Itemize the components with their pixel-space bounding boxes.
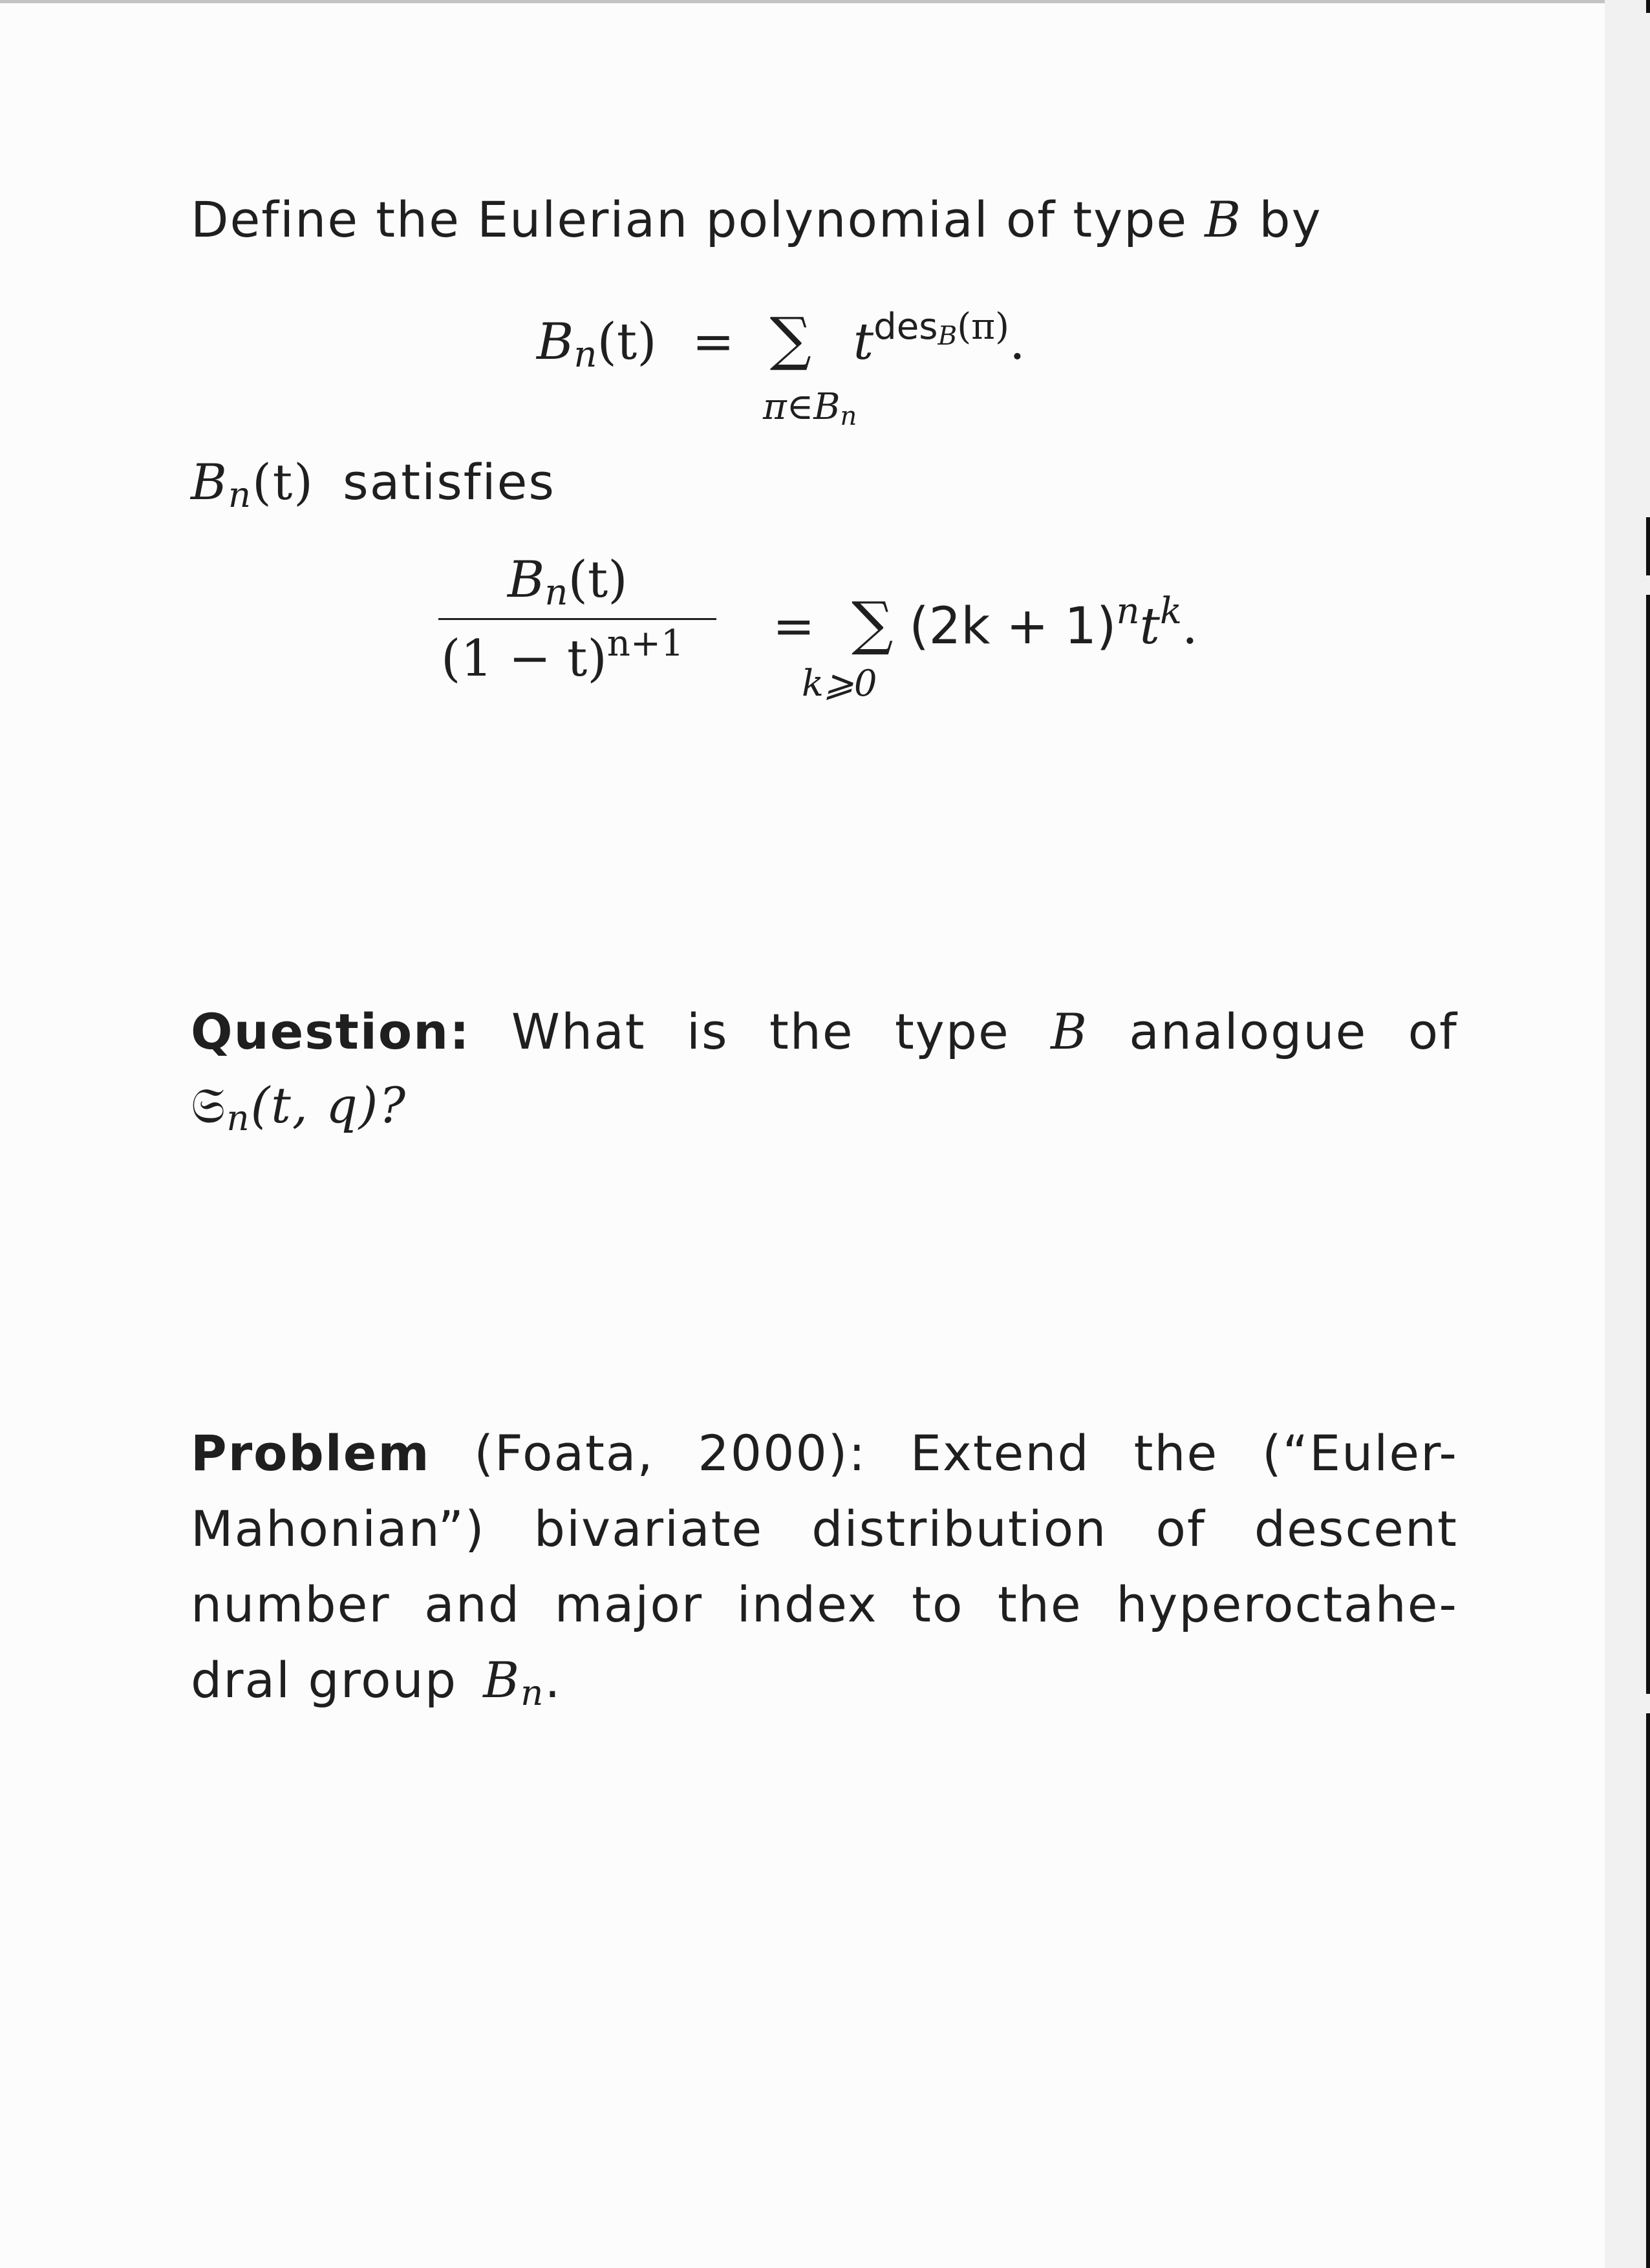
eq2-t-exp: k xyxy=(1159,590,1182,633)
eq2-sum-sign: ∑ xyxy=(852,590,894,658)
eq2-num-arg: (t) xyxy=(568,551,628,609)
question-word: the xyxy=(769,1003,854,1060)
eq2-equals: = xyxy=(773,597,815,656)
eq1-equals: = xyxy=(692,313,734,371)
question-symbol-arg: (t, q)? xyxy=(250,1076,407,1134)
problem-word: distribution xyxy=(811,1500,1108,1557)
eq1-term: t xyxy=(853,313,874,371)
problem-line-4 xyxy=(191,1651,1484,1714)
eq1-lhs-arg: (t) xyxy=(597,313,657,371)
question-word: B xyxy=(1051,1003,1088,1060)
problem-line-3 xyxy=(191,1576,1458,1633)
question-word: of xyxy=(1408,1003,1458,1060)
question-word: is xyxy=(686,1003,729,1060)
eq2-num-sub: n xyxy=(544,572,568,614)
eq2-summation-index xyxy=(802,663,877,705)
satisfies-sub: n xyxy=(228,474,253,516)
satisfies-arg: (t) xyxy=(252,453,314,511)
eq1-under: π∈B xyxy=(763,386,841,428)
problem-word: (“Euler- xyxy=(1262,1424,1458,1482)
problem-word: Mahonian”) xyxy=(191,1500,486,1557)
eq2-rhs xyxy=(773,590,1198,658)
eq2-under: k⩾0 xyxy=(802,663,877,705)
problem-word: the xyxy=(1133,1424,1219,1482)
eq2-fraction-bar xyxy=(438,618,716,620)
intro-tail: by xyxy=(1259,191,1322,248)
eq2-numerator xyxy=(508,551,628,614)
eq1-lhs-base: B xyxy=(537,313,574,371)
problem-symbol: B xyxy=(483,1651,521,1709)
equation-eulerian-b xyxy=(537,305,1025,376)
problem-word: (Foata, xyxy=(474,1424,654,1482)
problem-word: hyperoctahe- xyxy=(1116,1576,1458,1633)
problem-word: Extend xyxy=(910,1424,1090,1482)
eq1-exp-sub: B xyxy=(938,320,958,352)
eq2-num-base: B xyxy=(508,551,545,609)
question-line-1 xyxy=(191,1003,1458,1060)
problem-period: . xyxy=(544,1651,562,1709)
question-line-2 xyxy=(191,1076,1484,1139)
problem-word: index xyxy=(736,1576,878,1633)
problem-word: major xyxy=(554,1576,703,1633)
eq1-sum-sign: ∑ xyxy=(769,305,811,373)
problem-label: Problem xyxy=(191,1424,431,1482)
question-word: type xyxy=(894,1003,1010,1060)
question-word: analogue xyxy=(1129,1003,1367,1060)
eq1-exp-word: des xyxy=(873,306,938,348)
problem-line-2 xyxy=(191,1500,1458,1557)
question-label: Question: xyxy=(191,1003,471,1060)
satisfies-line xyxy=(191,453,1484,516)
eq1-period: . xyxy=(1009,313,1025,371)
eq2-term: (2k + 1) xyxy=(909,597,1117,656)
problem-word: 2000): xyxy=(698,1424,867,1482)
intro-var: B xyxy=(1205,191,1243,248)
problem-word: descent xyxy=(1254,1500,1458,1557)
eq1-summation-index xyxy=(763,386,857,431)
eq2-term-exp: n xyxy=(1116,590,1140,633)
eq1-exp-arg: (π) xyxy=(957,306,1009,348)
problem-word: number xyxy=(191,1576,391,1633)
eq1-under-sub: n xyxy=(840,400,857,431)
problem-word: of xyxy=(1155,1500,1206,1557)
problem-word: bivariate xyxy=(533,1500,764,1557)
satisfies-text: satisfies xyxy=(343,453,556,511)
problem-word: to xyxy=(912,1576,964,1633)
eq2-den-exp: n+1 xyxy=(606,623,684,665)
problem-symbol-sub: n xyxy=(520,1672,545,1714)
eq2-period: . xyxy=(1182,597,1198,656)
question-symbol-sub: n xyxy=(226,1097,251,1139)
eq2-t: t xyxy=(1139,597,1160,656)
intro-text: Define the Eulerian polynomial of type xyxy=(191,191,1188,248)
intro-line xyxy=(191,191,1484,248)
eq2-den: (1 − t) xyxy=(441,630,607,688)
problem-word: and xyxy=(424,1576,521,1633)
problem-word: the xyxy=(997,1576,1082,1633)
problem-word: dral group xyxy=(191,1651,458,1709)
eq1-lhs-sub: n xyxy=(573,334,597,376)
eq2-denominator xyxy=(441,623,684,688)
question-symbol: 𝔖 xyxy=(191,1076,227,1134)
question-word: What xyxy=(511,1003,646,1060)
satisfies-base: B xyxy=(191,453,228,511)
problem-line-1 xyxy=(191,1424,1458,1482)
